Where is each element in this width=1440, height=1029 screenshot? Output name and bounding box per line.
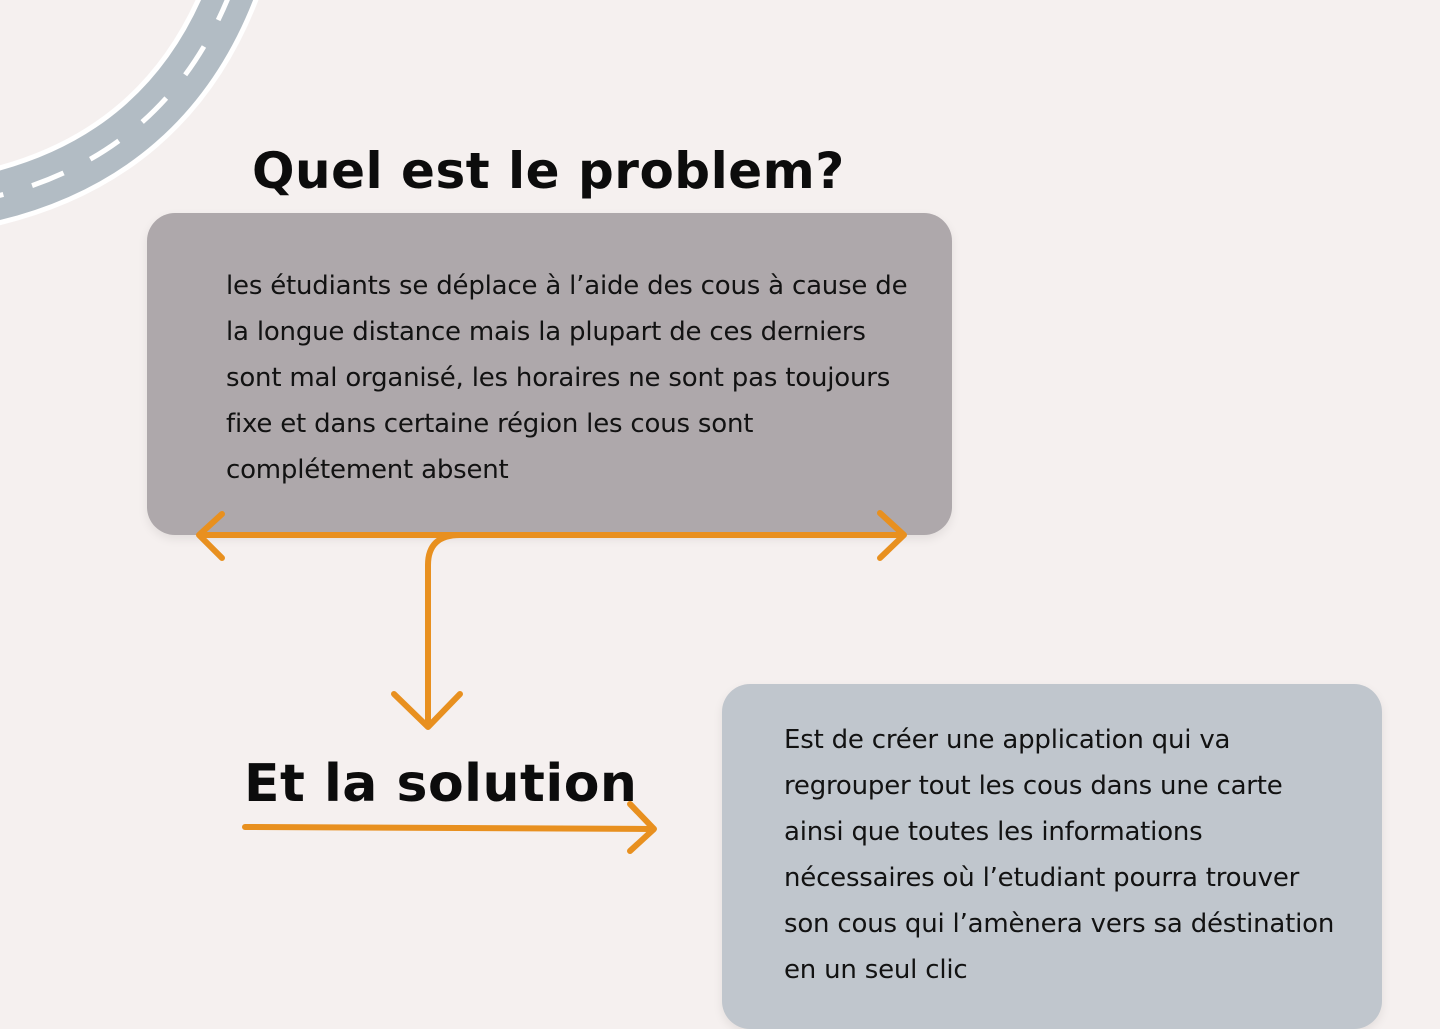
- solution-text: Est de créer une application qui va regrouper tout les cous dans une carte ainsi que toutes les informations nécessaires où l’etudiant pourra trouver son cous qui l’amènera vers sa déstination en un seul clic: [784, 725, 1335, 985]
- down-arrow: [394, 535, 460, 727]
- horizontal-double-arrow: [199, 513, 904, 558]
- solution-card: [722, 684, 1382, 1029]
- solution-heading: Et la solution: [244, 754, 638, 814]
- problem-text: les étudiants se déplace à l’aide des cous à cause de la longue distance mais la plupart de ces derniers sont mal organisé, les horaires ne sont pas toujours fixe et dans certaine région les cous sont complétement absent: [226, 271, 908, 485]
- problem-heading: Quel est le problem?: [252, 142, 845, 200]
